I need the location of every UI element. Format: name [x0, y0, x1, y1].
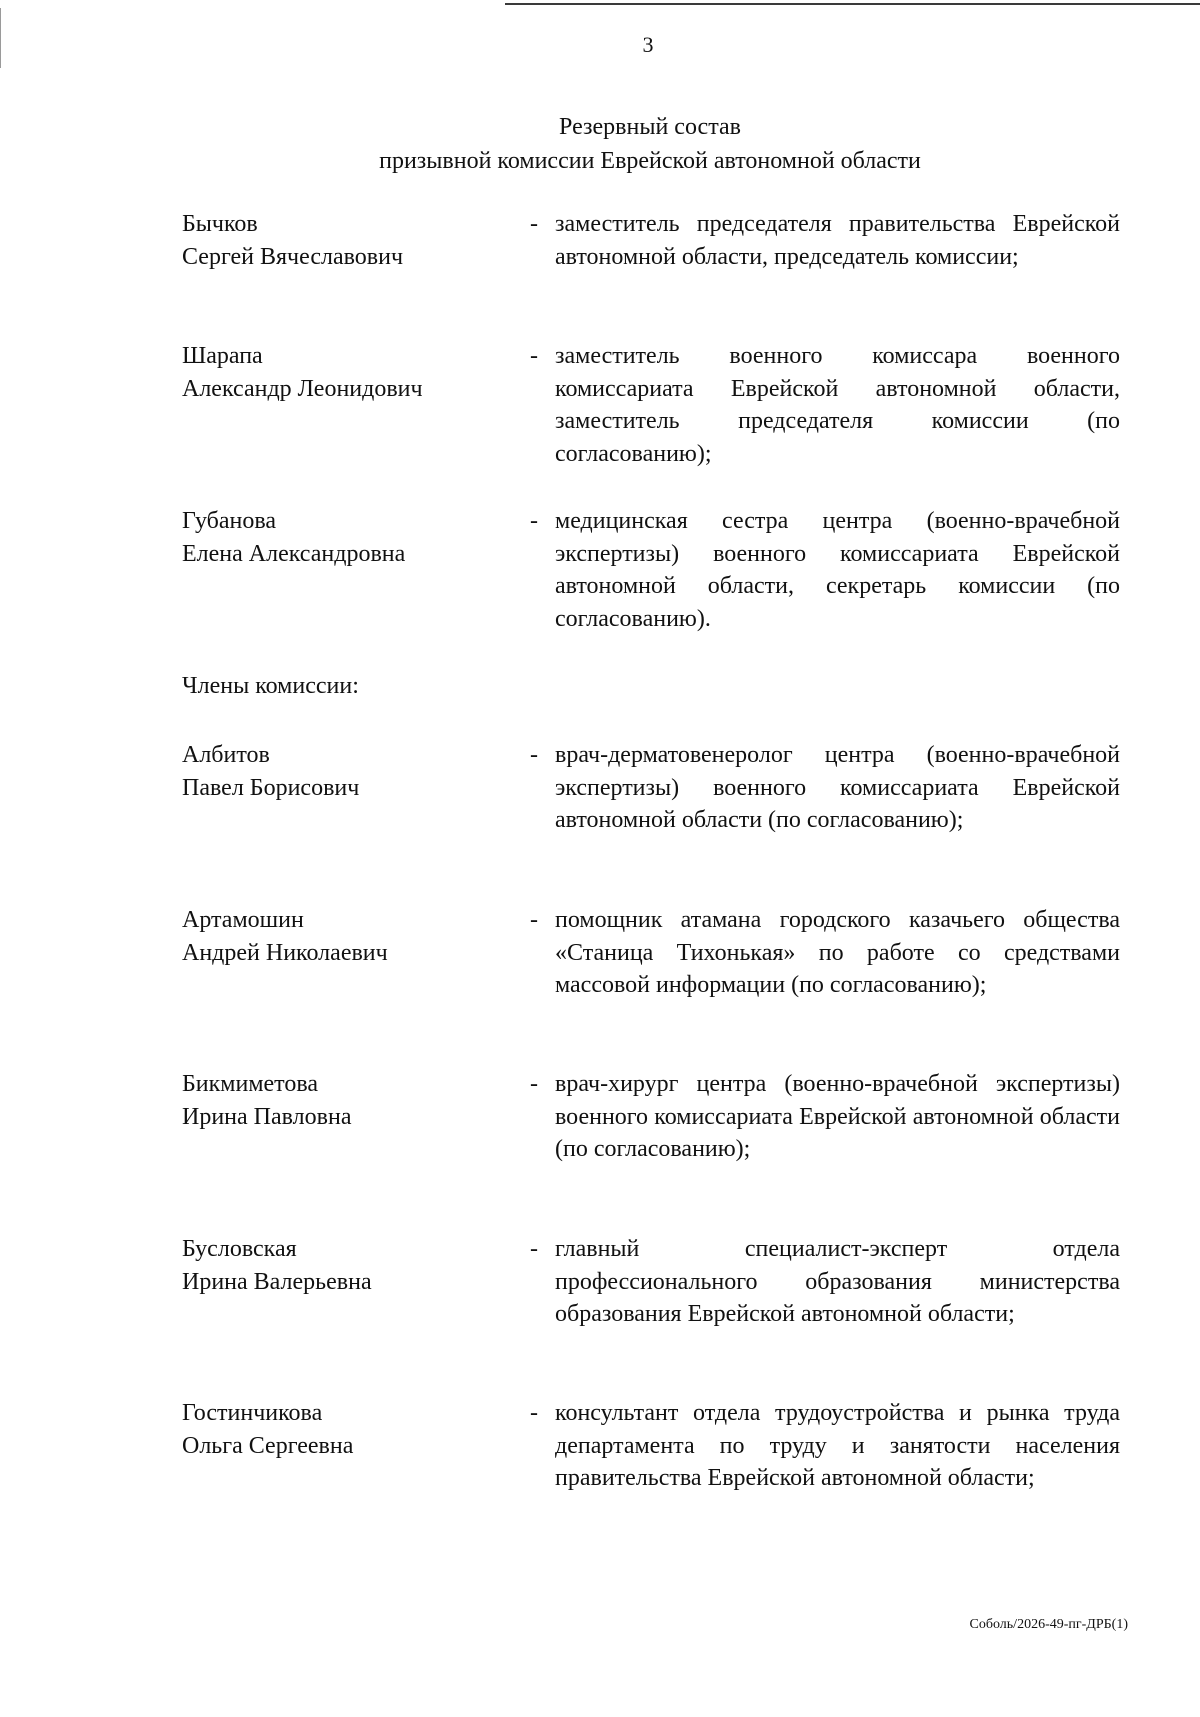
members-heading: Члены комиссии:	[182, 673, 359, 699]
person-given-names: Ирина Павловна	[182, 1103, 352, 1130]
person-name	[182, 1233, 522, 1298]
person-surname: Албитов	[182, 742, 270, 768]
person-surname: Губанова	[182, 508, 277, 534]
document-code: Соболь/2026-49-пг-ДРБ(1)	[969, 1617, 1128, 1632]
person-position: заместитель военного комиссара военного комиссариата Еврейской автономной области, заместитель председателя комиссии (по согласованию);	[555, 343, 1120, 467]
dash-separator: -	[530, 1400, 538, 1426]
person-given-names: Александр Леонидович	[182, 375, 423, 402]
person-name	[182, 739, 522, 804]
person-position: медицинская сестра центра (военно-врачебной экспертизы) военного комиссариата Еврейской автономной области, секретарь комиссии (по согласованию).	[555, 508, 1120, 632]
dash-separator: -	[530, 1236, 538, 1262]
dash-separator: -	[530, 211, 538, 237]
document-title	[180, 110, 1120, 178]
person-surname: Бычков	[182, 211, 258, 237]
person-name	[182, 904, 522, 969]
person-surname: Шарапа	[182, 343, 263, 369]
person-given-names: Павел Борисович	[182, 774, 360, 801]
person-given-names: Ирина Валерьевна	[182, 1268, 372, 1295]
scan-border-line	[505, 3, 1200, 5]
dash-separator: -	[530, 343, 538, 369]
person-name	[182, 505, 522, 570]
person-surname: Артамошин	[182, 907, 304, 933]
person-surname: Бикмиметова	[182, 1071, 318, 1097]
person-surname: Бусловская	[182, 1236, 297, 1262]
person-given-names: Ольга Сергеевна	[182, 1432, 354, 1459]
title-line-2: призывной комиссии Еврейской автономной области	[379, 148, 921, 174]
dash-separator: -	[530, 907, 538, 933]
person-name	[182, 340, 522, 405]
dash-separator: -	[530, 742, 538, 768]
title-line-1: Резервный состав	[559, 114, 741, 140]
person-position: заместитель председателя правительства Еврейской автономной области, председатель комиссии;	[555, 211, 1120, 270]
person-position: врач-хирург центра (военно-врачебной экспертизы) военного комиссариата Еврейской автономной области (по согласованию);	[555, 1071, 1120, 1162]
person-name	[182, 208, 522, 273]
person-name	[182, 1397, 522, 1462]
person-position: врач-дерматовенеролог центра (военно-врачебной экспертизы) военного комиссариата Еврейской автономной области (по согласованию);	[555, 742, 1120, 833]
person-given-names: Сергей Вячеславович	[182, 243, 404, 270]
dash-separator: -	[530, 1071, 538, 1097]
page-number: 3	[642, 32, 654, 57]
person-name	[182, 1068, 522, 1133]
person-position: главный специалист-эксперт отдела профессионального образования министерства образования Еврейской автономной области;	[555, 1236, 1120, 1327]
person-given-names: Андрей Николаевич	[182, 939, 388, 966]
person-position: консультант отдела трудоустройства и рынка труда департамента по труду и занятости населения правительства Еврейской автономной области;	[555, 1400, 1120, 1491]
person-position: помощник атамана городского казачьего общества «Станица Тихонькая» по работе со средствами массовой информации (по согласованию);	[555, 907, 1120, 998]
person-surname: Гостинчикова	[182, 1400, 323, 1426]
dash-separator: -	[530, 508, 538, 534]
person-given-names: Елена Александровна	[182, 540, 406, 567]
